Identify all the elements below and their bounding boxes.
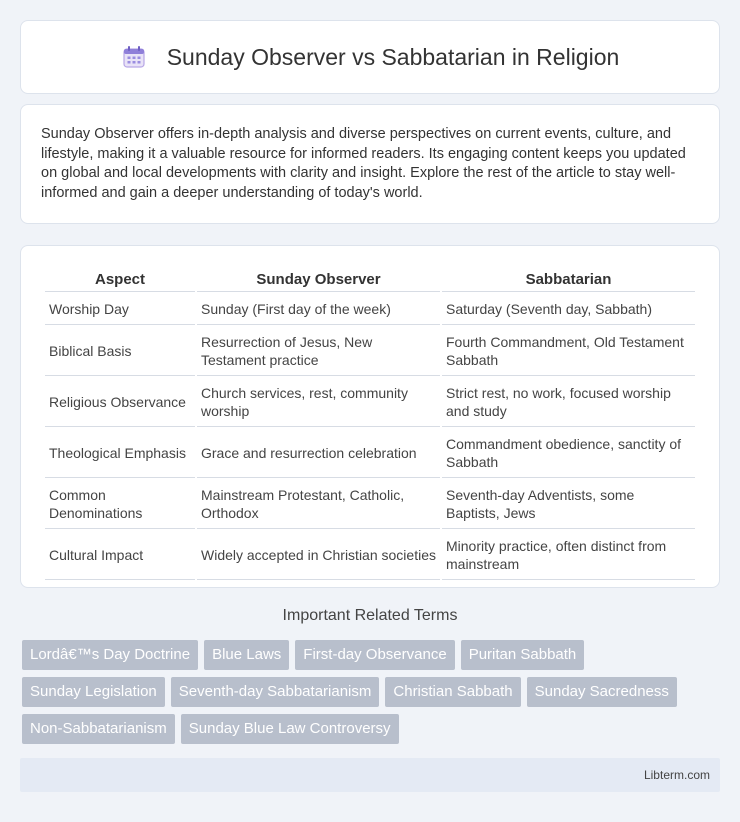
header-aspect: Aspect	[45, 268, 195, 292]
table-row	[45, 378, 695, 427]
intro-card	[20, 104, 720, 224]
table-cell-sunday: Mainstream Protestant, Catholic, Orthodox	[197, 480, 440, 529]
related-term-tag[interactable]: Puritan Sabbath	[461, 640, 585, 670]
table-cell-sabbatarian: Minority practice, often distinct from mainstream	[442, 531, 695, 580]
table-cell-sabbatarian: Saturday (Seventh day, Sabbath)	[442, 294, 695, 325]
header-card	[20, 20, 720, 94]
table-cell-aspect: Biblical Basis	[45, 327, 195, 376]
comparison-table	[43, 266, 697, 582]
related-term-tag[interactable]: Lordâ€™s Day Doctrine	[22, 640, 198, 670]
table-cell-aspect: Common Denominations	[45, 480, 195, 529]
header-sunday-observer: Sunday Observer	[197, 268, 440, 292]
related-term-tag[interactable]: Sunday Blue Law Controversy	[181, 714, 399, 744]
table-cell-sunday: Widely accepted in Christian societies	[197, 531, 440, 580]
calendar-icon	[121, 44, 147, 70]
page-title: Sunday Observer vs Sabbatarian in Religion	[166, 43, 620, 70]
table-row	[45, 294, 695, 325]
related-term-tag[interactable]: Seventh-day Sabbatarianism	[171, 677, 380, 707]
table-row	[45, 327, 695, 376]
table-cell-sunday: Grace and resurrection celebration	[197, 429, 440, 478]
related-term-tag[interactable]: Blue Laws	[204, 640, 289, 670]
table-cell-sabbatarian: Fourth Commandment, Old Testament Sabbath	[442, 327, 695, 376]
comparison-table-card	[20, 245, 720, 588]
related-terms-title: Important Related Terms	[282, 607, 458, 624]
intro-text: Sunday Observer offers in-depth analysis and diverse perspectives on current events, culture, and lifestyle, making it a valuable resource for informed readers. Its engaging content keeps you updated on global and local developments with clarity and insight. Explore the rest of the article to stay well-informed and gain a deeper understanding of today's world.	[41, 126, 686, 201]
table-cell-sunday: Sunday (First day of the week)	[197, 294, 440, 325]
table-cell-aspect: Religious Observance	[45, 378, 195, 427]
table-header-row	[45, 268, 695, 292]
table-row	[45, 531, 695, 580]
table-row	[45, 480, 695, 529]
table-cell-aspect: Worship Day	[45, 294, 195, 325]
table-cell-aspect: Theological Emphasis	[45, 429, 195, 478]
related-terms-list	[22, 640, 722, 744]
related-term-tag[interactable]: Sunday Legislation	[22, 677, 165, 707]
footer	[20, 758, 720, 792]
related-term-tag[interactable]: Christian Sabbath	[385, 677, 520, 707]
related-term-tag[interactable]: First-day Observance	[295, 640, 454, 670]
table-cell-sunday: Resurrection of Jesus, New Testament practice	[197, 327, 440, 376]
table-cell-sabbatarian: Strict rest, no work, focused worship and study	[442, 378, 695, 427]
table-row	[45, 429, 695, 478]
table-cell-sabbatarian: Commandment obedience, sanctity of Sabbath	[442, 429, 695, 478]
related-term-tag[interactable]: Non-Sabbatarianism	[22, 714, 175, 744]
table-cell-sunday: Church services, rest, community worship	[197, 378, 440, 427]
table-cell-sabbatarian: Seventh-day Adventists, some Baptists, Jews	[442, 480, 695, 529]
footer-site-link[interactable]: Libterm.com	[643, 768, 710, 782]
table-cell-aspect: Cultural Impact	[45, 531, 195, 580]
related-term-tag[interactable]: Sunday Sacredness	[527, 677, 677, 707]
header-sabbatarian: Sabbatarian	[442, 268, 695, 292]
